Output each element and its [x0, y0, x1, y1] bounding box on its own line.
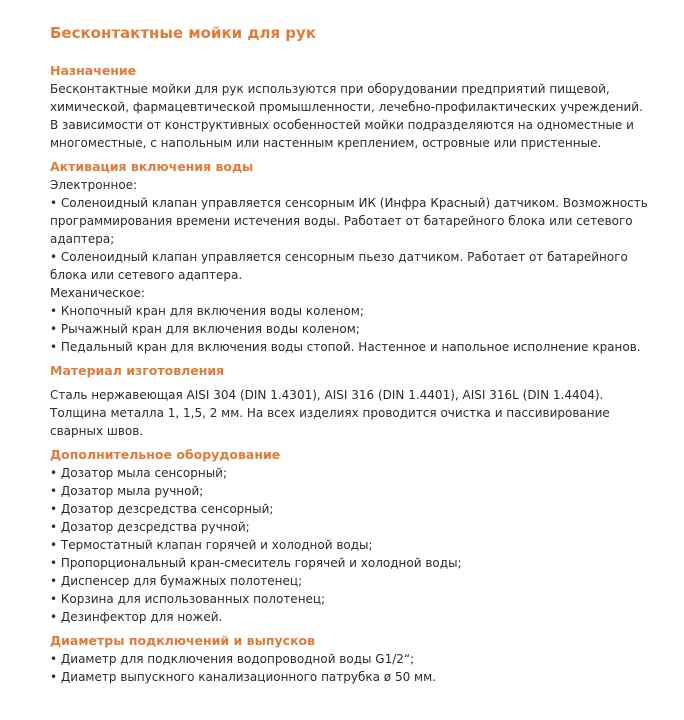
diameters-heading: Диаметры подключений и выпусков	[50, 633, 316, 648]
diameters-list	[50, 650, 660, 686]
equipment-list	[50, 464, 660, 626]
activation-line: блока или сетевого адаптера.	[50, 268, 243, 282]
activation-line: Электронное:	[50, 178, 138, 192]
list-item: • Дозатор мыла сенсорный;	[50, 466, 228, 480]
activation-line: • Рычажный кран для включения воды коленом;	[50, 322, 360, 336]
purpose-section	[50, 62, 660, 152]
activation-line: программирования времени истечения воды. Работает от батарейного блока или сетевого	[50, 214, 633, 228]
material-section	[50, 362, 660, 440]
list-item: • Корзина для использованных полотенец;	[50, 592, 326, 606]
activation-line: • Педальный кран для включения воды стопой. Настенное и напольное исполнение кранов.	[50, 340, 641, 354]
list-item: • Диаметр для подключения водопроводной воды G1/2“;	[50, 652, 415, 666]
diameters-section	[50, 632, 660, 686]
list-item: • Дезинфектор для ножей.	[50, 610, 223, 624]
activation-line: Механическое:	[50, 286, 145, 300]
activation-line: • Кнопочный кран для включения воды коленом;	[50, 304, 364, 318]
list-item: • Дозатор дезсредства сенсорный;	[50, 502, 274, 516]
material-line: Толщина металла 1, 1,5, 2 мм. На всех изделиях проводится очистка и пассивирование	[50, 406, 610, 420]
purpose-line: В зависимости от конструктивных особенностей мойки подразделяются на одноместные и	[50, 118, 634, 132]
activation-line: • Соленоидный клапан управляется сенсорным ИК (Инфра Красный) датчиком. Возможность	[50, 196, 648, 210]
activation-line: адаптера;	[50, 232, 115, 246]
purpose-line: химической, фармацевтической промышленности, лечебно-профилактических учреждений.	[50, 100, 643, 114]
list-item: • Диаметр выпускного канализационного патрубка ø 50 мм.	[50, 670, 436, 684]
list-item: • Дозатор дезсредства ручной;	[50, 520, 250, 534]
list-item: • Пропорциональный кран-смеситель горячей и холодной воды;	[50, 556, 462, 570]
list-item: • Диспенсер для бумажных полотенец;	[50, 574, 303, 588]
activation-section	[50, 158, 660, 356]
material-line: сварных швов.	[50, 424, 144, 438]
material-heading: Материал изготовления	[50, 363, 225, 378]
activation-heading: Активация включения воды	[50, 159, 254, 174]
equipment-section	[50, 446, 660, 626]
purpose-heading: Назначение	[50, 63, 137, 78]
page-title: Бесконтактные мойки для рук	[50, 24, 317, 42]
material-line: Сталь нержавеющая AISI 304 (DIN 1.4301), AISI 316 (DIN 1.4401), AISI 316L (DIN 1.4404).	[50, 388, 604, 402]
activation-line: • Соленоидный клапан управляется сенсорным пьезо датчиком. Работает от батарейного	[50, 250, 628, 264]
purpose-line: многоместные, с напольным или настенным креплением, островные или пристенные.	[50, 136, 602, 150]
purpose-line: Бесконтактные мойки для рук используются при оборудовании предприятий пищевой,	[50, 82, 610, 96]
list-item: • Дозатор мыла ручной;	[50, 484, 204, 498]
list-item: • Термостатный клапан горячей и холодной воды;	[50, 538, 373, 552]
equipment-heading: Дополнительное оборудование	[50, 447, 281, 462]
